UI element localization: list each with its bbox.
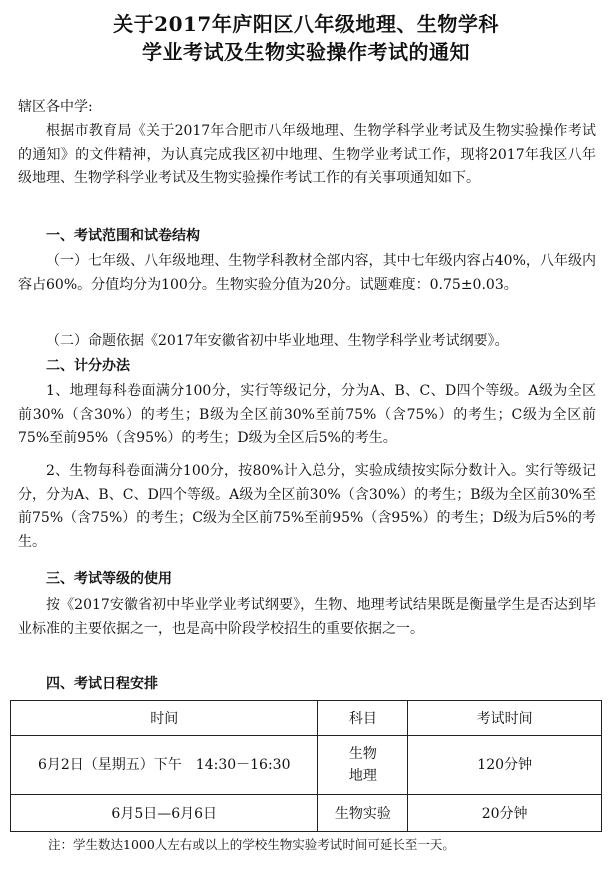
footnote: 注：学生数达1000人左右或以上的学校生物实验考试时间可延长至一天。 xyxy=(48,837,455,852)
subject-line1: 生物 xyxy=(348,746,377,762)
document-title-line2: 学业考试及生物实验操作考试的通知 xyxy=(142,40,470,64)
cell-time: 6月2日（星期五）下午 14:30－16:30 xyxy=(11,736,318,795)
schedule-table xyxy=(10,700,602,832)
section3-heading: 三、考试等级的使用 xyxy=(46,571,172,587)
document-title-line1: 关于2017年庐阳区八年级地理、生物学科 xyxy=(113,12,499,36)
cell-duration: 120分钟 xyxy=(408,736,602,795)
header-time: 时间 xyxy=(11,701,318,736)
header-duration: 考试时间 xyxy=(408,701,602,736)
table-row xyxy=(11,736,602,795)
cell-subject: 生物实验 xyxy=(318,795,408,832)
section1-paragraph1: （一）七年级、八年级地理、生物学科教材全部内容，其中七年级内容占40%，八年级内容占60%。分值均分为100分。生物实验分值为20分。试题难度：0.75±0.03。 xyxy=(18,253,596,293)
table-header-row xyxy=(11,701,602,736)
subject-line2: 地理 xyxy=(348,768,377,784)
section1-paragraph2: （二）命题依据《2017年安徽省初中毕业地理、生物学科学业考试纲要》。 xyxy=(46,333,509,349)
cell-subject xyxy=(318,736,408,795)
section2-paragraph2: 2、生物每科卷面满分100分，按80%计入总分，实验成绩按实际分数计入。实行等级记分，分为A、B、C、D四个等级。A级为全区前30%（含30%）的考生；B级为全区前30%至前75%（含75%）的考生；C级为全区前75%至前95%（含95%）的考生；D级为后5%的考生。 xyxy=(18,463,596,550)
section2-paragraph1: 1、地理每科卷面满分100分，实行等级记分，分为A、B、C、D四个等级。A级为全区前30%（含30%）的考生；B级为全区前30%至前75%（含75%）的考生；C级为全区前75%至前95%（含95%）的考生；D级为全区后5%的考生。 xyxy=(18,383,596,446)
section4-heading: 四、考试日程安排 xyxy=(46,676,158,692)
header-subject: 科目 xyxy=(318,701,408,736)
intro-paragraph: 根据市教育局《关于2017年合肥市八年级地理、生物学科学业考试及生物实验操作考试的通知》的文件精神，为认真完成我区初中地理、生物学业考试工作，现将2017年我区八年级地理、生物学科学业考试及生物实验操作考试工作的有关事项通知如下。 xyxy=(18,123,596,186)
section2-heading: 二、计分办法 xyxy=(46,358,130,374)
cell-time: 6月5日—6月6日 xyxy=(11,795,318,832)
table-row xyxy=(11,795,602,832)
section3-paragraph1: 按《2017安徽省初中毕业学业考试纲要》，生物、地理考试结果既是衡量学生是否达到毕业标准的主要依据之一，也是高中阶段学校招生的重要依据之一。 xyxy=(18,597,596,637)
salutation: 辖区各中学: xyxy=(18,99,93,115)
cell-duration: 20分钟 xyxy=(408,795,602,832)
section1-heading: 一、考试范围和试卷结构 xyxy=(46,228,200,244)
